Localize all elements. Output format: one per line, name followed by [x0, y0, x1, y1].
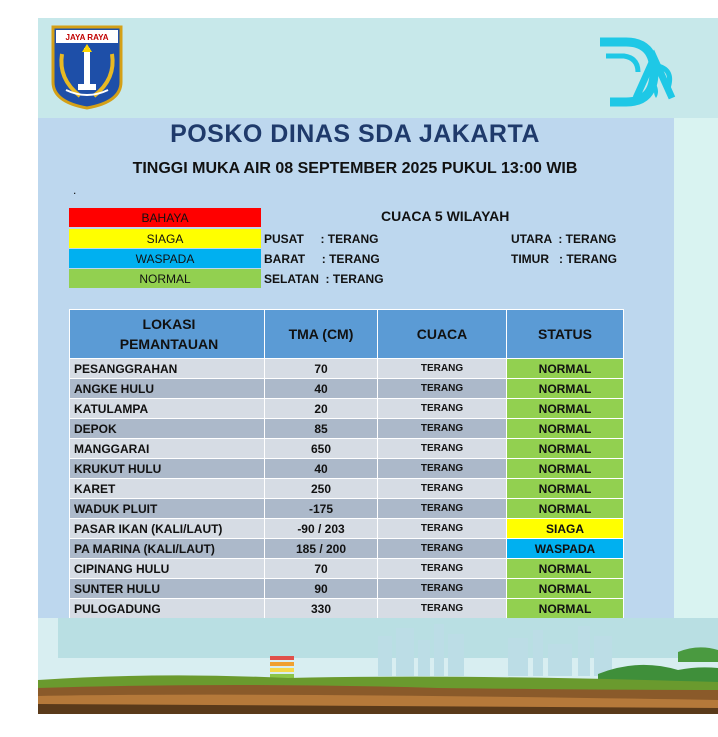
weather-cell: TERANG — [378, 539, 507, 559]
weather-cell: TERANG — [378, 519, 507, 539]
tma-cell: 250 — [265, 479, 378, 499]
legend-normal: NORMAL — [69, 269, 261, 288]
location-cell: CIPINANG HULU — [70, 559, 265, 579]
dsda-logo — [596, 36, 680, 108]
location-cell: DEPOK — [70, 419, 265, 439]
status-cell: NORMAL — [507, 359, 624, 379]
page-title: POSKO DINAS SDA JAKARTA — [170, 120, 540, 148]
status-cell: NORMAL — [507, 379, 624, 399]
location-cell: KRUKUT HULU — [70, 459, 265, 479]
weather-barat: BARAT : TERANG — [264, 252, 380, 266]
table-header-row — [70, 310, 624, 359]
weather-cell: TERANG — [378, 599, 507, 619]
table-row — [70, 439, 624, 459]
dot-mark: . — [73, 183, 77, 197]
svg-text:JAYA RAYA: JAYA RAYA — [65, 33, 109, 42]
table-row — [70, 559, 624, 579]
location-cell: KATULAMPA — [70, 399, 265, 419]
location-cell: SUNTER HULU — [70, 579, 265, 599]
jakarta-emblem-logo — [50, 24, 124, 110]
page-subtitle: TINGGI MUKA AIR 08 SEPTEMBER 2025 PUKUL 13:00 WIB — [132, 160, 578, 177]
weather-cell: TERANG — [378, 579, 507, 599]
tma-cell: 70 — [265, 359, 378, 379]
table-row — [70, 579, 624, 599]
table-row — [70, 519, 624, 539]
weather-cell: TERANG — [378, 359, 507, 379]
weather-timur: TIMUR : TERANG — [511, 252, 617, 266]
tma-cell: 20 — [265, 399, 378, 419]
table-row — [70, 419, 624, 439]
legend-waspada: WASPADA — [69, 249, 261, 268]
weather-cell: TERANG — [378, 479, 507, 499]
weather-title: CUACA 5 WILAYAH — [381, 208, 510, 224]
header-status: STATUS — [507, 310, 624, 359]
table-row — [70, 399, 624, 419]
header-lokasi — [70, 310, 265, 359]
location-cell: WADUK PLUIT — [70, 499, 265, 519]
status-cell: NORMAL — [507, 579, 624, 599]
water-level-table — [69, 309, 624, 619]
status-cell: NORMAL — [507, 419, 624, 439]
status-cell: NORMAL — [507, 459, 624, 479]
tma-cell: 85 — [265, 419, 378, 439]
skyline-footer — [38, 618, 718, 714]
header-cuaca: CUACA — [378, 310, 507, 359]
table-row — [70, 499, 624, 519]
table-row — [70, 379, 624, 399]
status-cell: NORMAL — [507, 559, 624, 579]
location-cell: PESANGGRAHAN — [70, 359, 265, 379]
status-cell: NORMAL — [507, 479, 624, 499]
header-lokasi-line1: LOKASI — [142, 316, 196, 332]
table-row — [70, 479, 624, 499]
tma-cell: 40 — [265, 379, 378, 399]
tma-cell: 40 — [265, 459, 378, 479]
tma-cell: 70 — [265, 559, 378, 579]
table-row — [70, 539, 624, 559]
weather-cell: TERANG — [378, 399, 507, 419]
tma-cell: 90 — [265, 579, 378, 599]
table-row — [70, 599, 624, 619]
status-cell: NORMAL — [507, 499, 624, 519]
tma-cell: 330 — [265, 599, 378, 619]
weather-cell: TERANG — [378, 459, 507, 479]
status-cell: NORMAL — [507, 399, 624, 419]
legend-siaga: SIAGA — [69, 229, 261, 248]
tma-cell: -90 / 203 — [265, 519, 378, 539]
weather-cell: TERANG — [378, 499, 507, 519]
tma-cell: 650 — [265, 439, 378, 459]
location-cell: ANGKE HULU — [70, 379, 265, 399]
header-tma: TMA (CM) — [265, 310, 378, 359]
weather-cell: TERANG — [378, 379, 507, 399]
weather-cell: TERANG — [378, 439, 507, 459]
table-row — [70, 459, 624, 479]
legend-bahaya: BAHAYA — [69, 208, 261, 227]
weather-pusat: PUSAT : TERANG — [264, 232, 379, 246]
tma-cell: -175 — [265, 499, 378, 519]
location-cell: MANGGARAI — [70, 439, 265, 459]
weather-cell: TERANG — [378, 559, 507, 579]
tma-cell: 185 / 200 — [265, 539, 378, 559]
side-band — [674, 118, 718, 638]
table-row — [70, 359, 624, 379]
status-cell: SIAGA — [507, 519, 624, 539]
location-cell: PULOGADUNG — [70, 599, 265, 619]
location-cell: PA MARINA (KALI/LAUT) — [70, 539, 265, 559]
weather-selatan: SELATAN : TERANG — [264, 272, 384, 286]
header-lokasi-line2: PEMANTAUAN — [119, 336, 219, 352]
location-cell: KARET — [70, 479, 265, 499]
weather-utara: UTARA : TERANG — [511, 232, 617, 246]
city-skyline-illustration — [38, 618, 718, 714]
status-cell: WASPADA — [507, 539, 624, 559]
status-cell: NORMAL — [507, 439, 624, 459]
status-cell: NORMAL — [507, 599, 624, 619]
weather-cell: TERANG — [378, 419, 507, 439]
location-cell: PASAR IKAN (KALI/LAUT) — [70, 519, 265, 539]
